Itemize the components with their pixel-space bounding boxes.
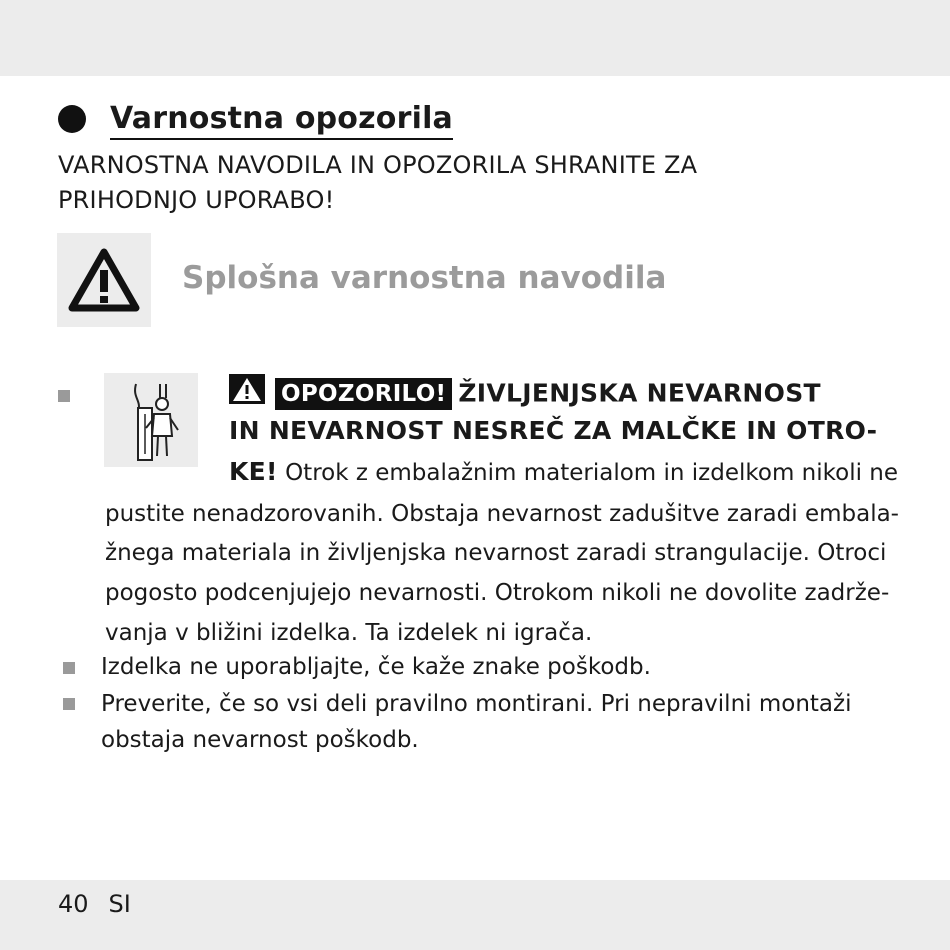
intro-line-2: PRIHODNJO UPORABO! [58,186,335,214]
warning-heading-line-2: IN NEVARNOST NESREČ ZA MALČKE IN OTRO- [229,416,878,445]
page-number: 40 [58,890,89,918]
warning-body-line-2: pustite nenadzorovanih. Obstaja nevarnost zadušitve zaradi embala- [105,501,899,527]
subsection-title: Splošna varnostna navodila [182,260,667,296]
bullet-2-line-2: obstaja nevarnost poškodb. [101,727,419,753]
warning-body-text-1: Otrok z embalažnim materialom in izdelkom nikoli ne [285,460,899,486]
top-band [0,0,950,76]
warning-heading-text-1: ŽIVLJENJSKA NEVARNOST [458,378,821,408]
warning-body-line-4: pogosto podcenjujejo nevarnosti. Otrokom nikoli ne dovolite zadrže- [105,580,890,606]
language-code: SI [108,890,131,918]
warning-body-line-3: žnega materiala in življenjska nevarnost zaradi strangulacije. Otroci [105,540,887,566]
heading-bullet-icon [58,105,86,133]
list-bullet-square-icon [63,662,75,674]
section-heading [58,100,453,142]
warning-heading-line-1 [229,374,821,413]
warning-badge: OPOZORILO! [275,378,452,410]
list-bullet-square-icon [58,390,70,402]
warning-triangle-icon [57,233,151,327]
bullet-1-line-1: Izdelka ne uporabljajte, če kaže znake poškodb. [101,654,651,680]
warning-body-line-5: vanja v bližini izdelka. Ta izdelek ni igrača. [105,620,593,646]
warning-body-line-1 [229,456,898,489]
intro-line-1: VARNOSTNA NAVODILA IN OPOZORILA SHRANITE ZA [58,151,698,179]
intro-text [58,148,838,218]
bullet-2-line-1: Preverite, če so vsi deli pravilno montirani. Pri nepravilni montaži [101,691,852,717]
warning-heading-text-3: KE! [229,457,278,486]
section-title: Varnostna opozorila [110,102,453,140]
list-bullet-square-icon [63,698,75,710]
child-strangulation-hazard-icon [104,373,198,467]
warning-small-icon [229,374,265,413]
page-footer [58,888,151,920]
